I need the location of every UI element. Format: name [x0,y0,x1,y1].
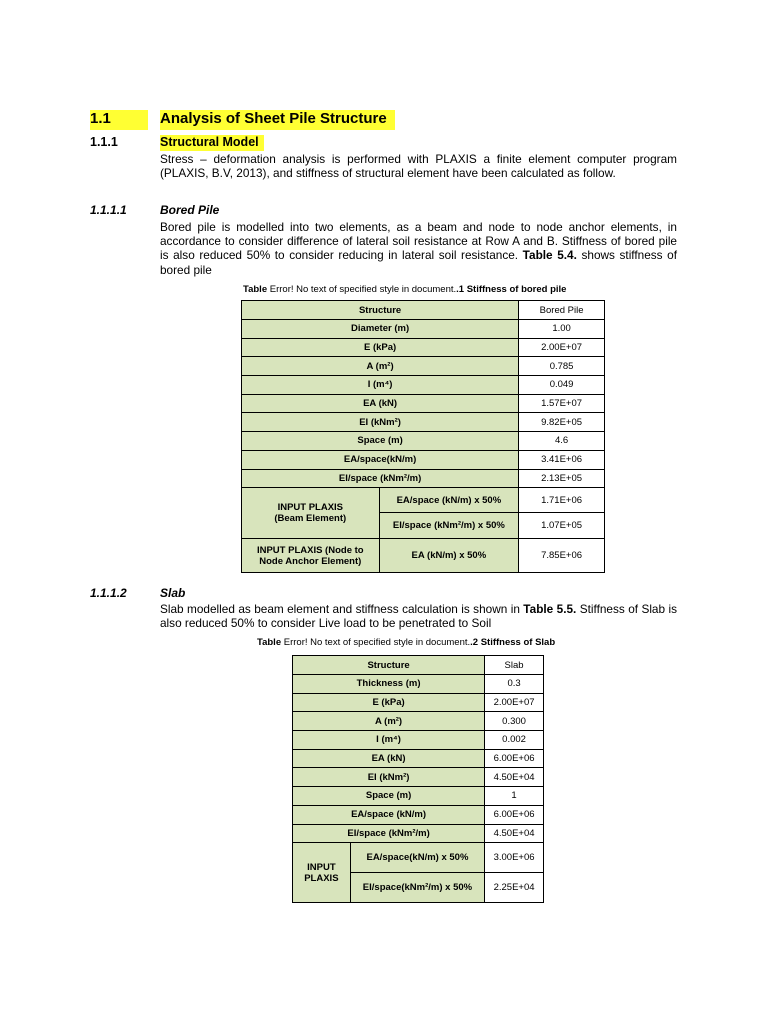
table-row [242,432,605,451]
table-row [293,824,544,843]
subsection-title: Structural Model [160,135,264,151]
group-label-line1: INPUT [307,861,336,873]
row-value: 6.00E+06 [485,749,544,768]
table-row [242,301,605,320]
slab-number: 1.1.1.2 [90,586,127,600]
header-value: Slab [485,656,544,675]
caption-title: .1 Stiffness of bored pile [456,284,567,295]
row-value: 0.785 [519,357,605,376]
table-row [242,376,605,395]
slab-title: Slab [160,586,186,600]
table-row [242,413,605,432]
section-title: Analysis of Sheet Pile Structure [160,110,395,130]
group-label-anchor-element [242,539,380,573]
table-row [242,394,605,413]
bored-pile-number: 1.1.1.1 [90,203,127,217]
table-row [242,469,605,488]
row-label: EA (kN) [293,749,485,768]
row-value: 4.50E+04 [485,824,544,843]
row-value: 1.71E+06 [519,488,605,513]
table-row [242,338,605,357]
row-label: EA/space (kN/m) x 50% [379,488,519,513]
slab-text: Slab modelled as beam element and stiffness calculation is shown in [160,602,524,616]
row-value: 2.00E+07 [485,693,544,712]
row-value: 3.00E+06 [485,843,544,873]
caption-error-text: Error! No text of specified style in document. [281,637,471,648]
row-label: EA/space (kN/m) [293,805,485,824]
table-row [293,656,544,675]
table-row [293,731,544,750]
table-row [242,450,605,469]
row-label: EI (kNm²) [293,768,485,787]
row-label: E (kPa) [293,693,485,712]
table-row [293,787,544,806]
row-value: 1.00 [519,320,605,339]
row-label: EI/space (kNm²/m) [293,824,485,843]
row-value: 1.57E+07 [519,394,605,413]
caption-prefix: Table [243,284,268,295]
slab-table-reference: Table 5.5. [523,602,577,616]
table-row [293,805,544,824]
table-row [242,320,605,339]
caption-title: .2 Stiffness of Slab [470,637,556,648]
group-label-input-plaxis [293,843,351,903]
header-label: Structure [242,301,519,320]
subsection-number: 1.1.1 [90,135,118,149]
row-label: A (m²) [242,357,519,376]
structural-model-paragraph: Stress – deformation analysis is performed with PLAXIS a finite element computer program (PLAXIS, B.V, 2013), and stiffness of structural element have been calculated as follow. [160,152,677,181]
row-label: EI/space(kNm²/m) x 50% [350,873,484,903]
bored-pile-text: Bored pile is modelled into two elements, as a beam and node to node anchor elements, in accordance to consider difference of lateral soil resistance at Row A and B. Stiffness of bored pile is also reduced 50% to consider reducing in lateral soil resistance. [160,220,677,263]
bored-pile-text-tail: shows stiffness of bored pile [160,248,678,277]
row-label: EI/space (kNm²/m) x 50% [379,513,519,539]
row-label: EA (kN/m) x 50% [379,539,519,573]
bored-pile-title: Bored Pile [160,203,220,217]
row-label: EA (kN) [242,394,519,413]
row-value: 1.07E+05 [519,513,605,539]
bored-pile-table-reference: Table 5.4. [522,248,577,263]
row-value: 0.049 [519,376,605,395]
row-value: 2.13E+05 [519,469,605,488]
table-row [242,488,605,513]
row-label: Space (m) [242,432,519,451]
row-label: Thickness (m) [293,675,485,694]
header-value: Bored Pile [519,301,605,320]
row-value: 0.3 [485,675,544,694]
table-row [242,357,605,376]
table-row [293,768,544,787]
caption-prefix: Table [257,637,282,648]
bored-pile-paragraph [160,220,677,277]
row-label: E (kPa) [242,338,519,357]
row-value: 0.002 [485,731,544,750]
slab-paragraph [160,602,677,630]
group-label-line1: INPUT PLAXIS [277,502,344,514]
group-label-line2: PLAXIS [304,872,339,884]
table-row [293,749,544,768]
row-value: 2.00E+07 [519,338,605,357]
slab-table [292,655,544,903]
row-label: A (m²) [293,712,485,731]
bored-pile-table-caption [243,284,566,295]
group-label-beam-element [242,488,380,539]
table-row [242,539,605,573]
group-label-line2: (Beam Element) [274,513,347,525]
row-label: EI/space (kNm²/m) [242,469,519,488]
row-value: 1 [485,787,544,806]
row-label: EI (kNm²) [242,413,519,432]
table-row [293,675,544,694]
row-label: I (m⁴) [293,731,485,750]
section-number: 1.1 [90,110,148,130]
table-row [293,712,544,731]
row-value: 6.00E+06 [485,805,544,824]
group-label-line1: INPUT PLAXIS (Node to [256,544,364,556]
row-value: 9.82E+05 [519,413,605,432]
row-value: 4.50E+04 [485,768,544,787]
row-label: EA/space(kN/m) [242,450,519,469]
row-label: Space (m) [293,787,485,806]
header-label: Structure [293,656,485,675]
slab-table-caption [257,637,555,648]
table-row [293,843,544,873]
slab-text-tail: Stiffness of Slab is also reduced 50% to consider Live load to be penetrated to Soil [160,602,677,631]
row-value: 2.25E+04 [485,873,544,903]
row-label: I (m⁴) [242,376,519,395]
row-value: 4.6 [519,432,605,451]
row-value: 7.85E+06 [519,539,605,573]
row-value: 0.300 [485,712,544,731]
row-label: EA/space(kN/m) x 50% [350,843,484,873]
caption-error-text: Error! No text of specified style in document. [267,284,457,295]
table-row [293,693,544,712]
row-label: Diameter (m) [242,320,519,339]
group-label-line2: Node Anchor Element) [259,555,362,567]
row-value: 3.41E+06 [519,450,605,469]
bored-pile-table [241,300,605,573]
